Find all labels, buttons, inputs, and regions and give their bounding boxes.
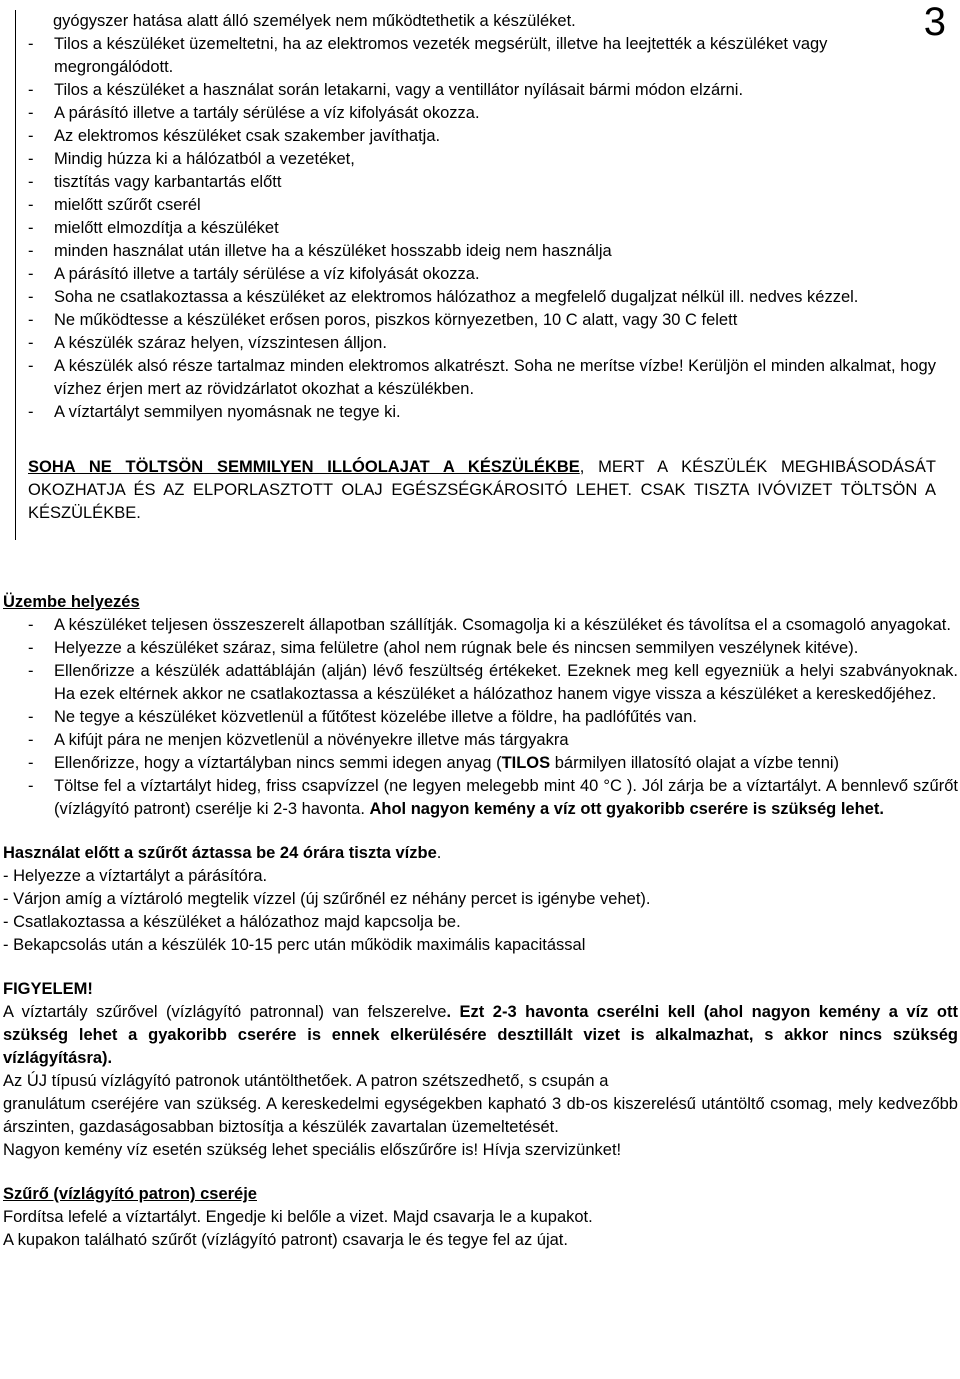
list-item: - mielőtt elmozdítja a készüléket [28,219,279,237]
safety-section [15,10,936,540]
filter-line: A kupakon található szűrőt (vízlágyító patront) csavarja le és tegye fel az újat. [3,1231,568,1249]
safety-intro: gyógyszer hatása alatt álló személyek nem működtethetik a készüléket. [53,12,576,30]
list-item: - Tilos a készüléket a használat során letakarni, vagy a ventillátor nyílásait bármi módon elzárni. [28,81,744,99]
list-item: - A kifújt pára ne menjen közvetlenül a növényekre illetve más tárgyakra [28,731,569,749]
main-content [3,591,958,1252]
list-item: - A párásító illetve a tartály sérülése a víz kifolyását okozza. [28,104,480,122]
list-item: - A víztartályt semmilyen nyomásnak ne tegye ki. [28,403,401,421]
list-item: - Töltse fel a víztartályt hideg, friss csapvízzel (ne legyen melegebb mint 40 °C ). Jól zárja be a víztartályt. A bennlevő szűrőt (vízlágyító patront) cserélje ki 2-3 havonta. Ahol nagyon kemény a víz ott gyakoribb cserére is szükség lehet. [28,777,958,818]
list-item: - Mindig húzza ki a hálózatból a vezetéket, [28,150,355,168]
list-item: - A készüléket teljesen összeszerelt állapotban szállítják. Csomagolja ki a készüléket és távolítsa el a csomagoló anyagokat. [28,616,951,634]
list-item: - Soha ne csatlakoztassa a készüléket az elektromos hálózathoz a megfelelő dugaljzat nélkül ill. nedves kézzel. [28,288,859,306]
safety-list [28,33,936,424]
filter-line: Fordítsa lefelé a víztartályt. Engedje ki belőle a vizet. Majd csavarja le a kupakot. [3,1208,593,1226]
list-item: - tisztítás vagy karbantartás előtt [28,173,282,191]
filter-heading: Szűrő (vízlágyító patron) cseréje [3,1185,257,1203]
list-item: - Ne működtesse a készüléket erősen poros, piszkos környezetben, 10 C alatt, vagy 30 C felett [28,311,738,329]
before-use-heading: Használat előtt a szűrőt áztassa be 24 órára tiszta vízbe. [3,844,442,862]
page-number: 3 [923,0,946,44]
list-item: - Tilos a készüléket üzemeltetni, ha az elektromos vezeték megsérült, illetve ha leejtették a készüléket vagy megrongálódott. [28,35,828,76]
attention-heading: FIGYELEM! [3,980,93,998]
oil-warning-rest: , MERT A KÉSZÜLÉK MEGHIBÁSODÁSÁT OKOZHATJA ÉS AZ ELPORLASZTOTT OLAJ EGÉSZSÉGKÁROSITÓ LEHET. CSAK TISZTA IVÓVIZET TÖLTSÖN A KÉSZÜLÉKBE. [28,458,936,522]
oil-warning [28,456,936,525]
attention-paragraph: Nagyon kemény víz esetén szükség lehet speciális előszűrőre is! Hívja szervizünket! [3,1141,622,1159]
list-item: - mielőtt szűrőt cserél [28,196,201,214]
setup-list [3,614,958,821]
attention-paragraph: A víztartály szűrővel (vízlágyító patronnal) van felszerelve. Ezt 2-3 havonta cserélni kell (ahol nagyon kemény a víz ott szükség lehet a gyakoribb cserére is ennek elkerülésére desztillált vizet is alkalmazhat, s akkor nincs szükség vízlágyításra). [3,1003,958,1067]
setup-heading: Üzembe helyezés [3,593,140,611]
list-item: - Ne tegye a készüléket közvetlenül a fűtőtest közelébe illetve a földre, ha padlófűtés van. [28,708,697,726]
list-item: - A készülék alsó része tartalmaz minden elektromos alkatrészt. Soha ne merítse vízbe! Kerüljön el minden alkalmat, hogy vízhez érjen mert az rövidzárlatot okozhat a készülékben. [28,357,936,398]
list-item: - Ellenőrizze a készülék adattábláján (alján) lévő feszültség értékeket. Ezeknek meg kell egyezniük a helyi szabványoknak. Ha ezek eltérnek akkor ne csatlakoztassa a készüléket a hálózathoz hanem vigye vissza a készüléket a kereskedőjéhez. [28,662,958,703]
before-use-line: - Bekapcsolás után a készülék 10-15 perc után működik maximális kapacitással [3,936,586,954]
list-item: - Az elektromos készüléket csak szakember javíthatja. [28,127,441,145]
before-use-line: - Csatlakoztassa a készüléket a hálózathoz majd kapcsolja be. [3,913,461,931]
list-item: - A párásító illetve a tartály sérülése a víz kifolyását okozza. [28,265,480,283]
attention-paragraph: Az ÚJ típusú vízlágyító patronok utántölthetőek. A patron szétszedhető, s csupán a [3,1072,609,1090]
before-use-line: - Helyezze a víztartályt a párásítóra. [3,867,268,885]
list-item: - A készülék száraz helyen, vízszintesen álljon. [28,334,387,352]
oil-warning-underlined: SOHA NE TÖLTSÖN SEMMILYEN ILLÓOLAJAT A KÉSZÜLÉKBE [28,458,580,476]
list-item: - minden használat után illetve ha a készüléket hosszabb ideig nem használja [28,242,612,260]
before-use-line: - Várjon amíg a víztároló megtelik vízzel (új szűrőnél ez néhány percet is igénybe vehet). [3,890,651,908]
list-item: - Helyezze a készüléket száraz, sima felületre (ahol nem rúgnak bele és nincsen semmilyen veszélynek kitéve). [28,639,859,657]
list-item: - Ellenőrizze, hogy a víztartályban nincs semmi idegen anyag (TILOS bármilyen illatosító olajat a vízbe tenni) [28,754,840,772]
attention-paragraph: granulátum cseréjére van szükség. A kereskedelmi egységekben kapható 3 db-os kiszerelésű utántöltő csomag, mely kedvezőbb árszinten, gazdaságosabban biztosítja a készülék zavartalan üzemeltetését. [3,1095,958,1136]
